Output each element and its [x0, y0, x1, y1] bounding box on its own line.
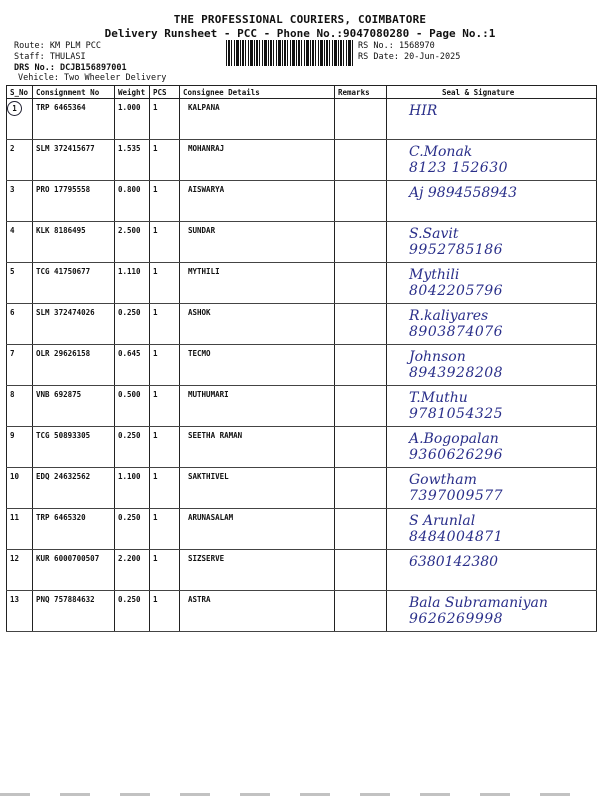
sno-cell: 2 [7, 140, 33, 181]
remarks-cell [335, 550, 387, 591]
sno-cell: 10 [7, 468, 33, 509]
consignee-cell: MOHANRAJ [180, 140, 335, 181]
col-pcs: PCS [150, 86, 180, 99]
table-row [7, 99, 597, 140]
col-signature: Seal & Signature [387, 86, 597, 99]
consignment-cell: KUR 6000700507 [33, 550, 115, 591]
consignment-cell: SLM 372474026 [33, 304, 115, 345]
table-row [7, 304, 597, 345]
table-row [7, 550, 597, 591]
signature-cell [387, 345, 597, 386]
pcs-cell: 1 [150, 222, 180, 263]
remarks-cell [335, 591, 387, 632]
consignment-cell: TCG 41750677 [33, 263, 115, 304]
pcs-cell: 1 [150, 468, 180, 509]
consignment-cell: TRP 6465364 [33, 99, 115, 140]
handwritten-phone: 9952785186 [409, 242, 504, 258]
consignee-cell: ARUNASALAM [180, 509, 335, 550]
pcs-cell: 1 [150, 263, 180, 304]
weight-cell: 0.645 [115, 345, 150, 386]
route-label: Route: KM PLM PCC [14, 41, 101, 51]
weight-cell: 0.250 [115, 509, 150, 550]
footer-rule [0, 793, 600, 796]
handwritten-phone: 7397009577 [409, 488, 504, 504]
signature-cell [387, 140, 597, 181]
table-row [7, 386, 597, 427]
weight-cell: 2.500 [115, 222, 150, 263]
consignment-cell: EDQ 24632562 [33, 468, 115, 509]
staff-label: Staff: THULASI [14, 52, 86, 62]
sno-cell: 5 [7, 263, 33, 304]
consignment-cell: VNB 692875 [33, 386, 115, 427]
vehicle-label: Vehicle: Two Wheeler Delivery [18, 73, 167, 83]
col-weight: Weight [115, 86, 150, 99]
table-header-row [7, 86, 597, 99]
handwritten-signature: R.kaliyares [409, 308, 489, 324]
remarks-cell [335, 468, 387, 509]
weight-cell: 1.100 [115, 468, 150, 509]
col-sno: S_No [7, 86, 33, 99]
pcs-cell: 1 [150, 427, 180, 468]
handwritten-signature: Bala Subramaniyan [409, 595, 548, 611]
weight-cell: 0.250 [115, 591, 150, 632]
weight-cell: 0.500 [115, 386, 150, 427]
signature-cell [387, 468, 597, 509]
handwritten-phone: 9626269998 [409, 611, 504, 627]
weight-cell: 2.200 [115, 550, 150, 591]
handwritten-signature: Aj 9894558943 [409, 185, 517, 201]
pcs-cell: 1 [150, 591, 180, 632]
pcs-cell: 1 [150, 140, 180, 181]
weight-cell: 0.250 [115, 304, 150, 345]
consignment-cell: TCG 50893305 [33, 427, 115, 468]
pcs-cell: 1 [150, 509, 180, 550]
handwritten-signature: S Arunlal [409, 513, 476, 529]
pcs-cell: 1 [150, 550, 180, 591]
handwritten-phone: 8123 152630 [409, 160, 509, 176]
handwritten-phone: 9781054325 [409, 406, 504, 422]
runsheet-subtitle: Delivery Runsheet - PCC - Phone No.:9047080280 - Page No.:1 [104, 27, 496, 40]
consignment-cell: SLM 372415677 [33, 140, 115, 181]
consignee-cell: SUNDAR [180, 222, 335, 263]
consignment-cell: OLR 29626158 [33, 345, 115, 386]
handwritten-signature: T.Muthu [409, 390, 468, 406]
sno-circled: 1 [7, 101, 22, 116]
sno-cell: 11 [7, 509, 33, 550]
remarks-cell [335, 304, 387, 345]
handwritten-phone: 9360626296 [409, 447, 504, 463]
handwritten-phone: 8903874076 [409, 324, 504, 340]
handwritten-signature: Johnson [409, 349, 466, 365]
signature-cell [387, 304, 597, 345]
weight-cell: 1.000 [115, 99, 150, 140]
weight-cell: 1.535 [115, 140, 150, 181]
remarks-cell [335, 99, 387, 140]
handwritten-signature: Gowtham [409, 472, 477, 488]
remarks-cell [335, 222, 387, 263]
rs-date: RS Date: 20-Jun-2025 [358, 52, 461, 62]
consignment-cell: PRO 17795558 [33, 181, 115, 222]
consignment-cell: KLK 8186495 [33, 222, 115, 263]
table-row [7, 181, 597, 222]
signature-cell [387, 591, 597, 632]
consignee-cell: ASTRA [180, 591, 335, 632]
consignee-cell: MYTHILI [180, 263, 335, 304]
sno-cell: 7 [7, 345, 33, 386]
sno-cell: 6 [7, 304, 33, 345]
handwritten-signature: A.Bogopalan [409, 431, 499, 447]
handwritten-signature: S.Savit [409, 226, 459, 242]
table-row [7, 509, 597, 550]
remarks-cell [335, 181, 387, 222]
table-row [7, 468, 597, 509]
remarks-cell [335, 427, 387, 468]
pcs-cell: 1 [150, 386, 180, 427]
table-row [7, 263, 597, 304]
remarks-cell [335, 386, 387, 427]
col-consignment: Consignment No [33, 86, 115, 99]
pcs-cell: 1 [150, 304, 180, 345]
remarks-cell [335, 140, 387, 181]
handwritten-signature: 6380142380 [409, 554, 499, 570]
signature-cell [387, 427, 597, 468]
remarks-cell [335, 509, 387, 550]
sno-cell: 4 [7, 222, 33, 263]
weight-cell: 1.110 [115, 263, 150, 304]
remarks-cell [335, 345, 387, 386]
signature-cell [387, 386, 597, 427]
table-row [7, 427, 597, 468]
consignment-cell: TRP 6465320 [33, 509, 115, 550]
signature-cell [387, 222, 597, 263]
handwritten-phone: 8943928208 [409, 365, 504, 381]
handwritten-signature: C.Monak [409, 144, 473, 160]
handwritten-phone: 8042205796 [409, 283, 504, 299]
delivery-table [6, 85, 597, 632]
handwritten-signature: HIR [409, 103, 438, 119]
table-row [7, 345, 597, 386]
signature-cell [387, 263, 597, 304]
consignee-cell: MUTHUMARI [180, 386, 335, 427]
col-remarks: Remarks [335, 86, 387, 99]
consignee-cell: TECMO [180, 345, 335, 386]
pcs-cell: 1 [150, 99, 180, 140]
company-title: THE PROFESSIONAL COURIERS, COIMBATORE [173, 13, 427, 26]
sno-cell: 13 [7, 591, 33, 632]
signature-cell [387, 550, 597, 591]
sno-cell: 9 [7, 427, 33, 468]
consignee-cell: ASHOK [180, 304, 335, 345]
sno-cell: 3 [7, 181, 33, 222]
table-row [7, 591, 597, 632]
sno-cell [7, 99, 33, 140]
consignment-cell: PNQ 757884632 [33, 591, 115, 632]
handwritten-phone: 8484004871 [409, 529, 504, 545]
weight-cell: 0.800 [115, 181, 150, 222]
signature-cell [387, 99, 597, 140]
signature-cell [387, 181, 597, 222]
consignee-cell: AISWARYA [180, 181, 335, 222]
table-row [7, 222, 597, 263]
consignee-cell: SIZSERVE [180, 550, 335, 591]
remarks-cell [335, 263, 387, 304]
handwritten-signature: Mythili [409, 267, 460, 283]
weight-cell: 0.250 [115, 427, 150, 468]
drs-number: DRS No.: DCJB156897001 [14, 63, 127, 73]
sno-cell: 12 [7, 550, 33, 591]
consignee-cell: SEETHA RAMAN [180, 427, 335, 468]
sno-cell: 8 [7, 386, 33, 427]
pcs-cell: 1 [150, 345, 180, 386]
consignee-cell: KALPANA [180, 99, 335, 140]
barcode-image [226, 40, 353, 66]
table-row [7, 140, 597, 181]
signature-cell [387, 509, 597, 550]
col-consignee: Consignee Details [180, 86, 335, 99]
consignee-cell: SAKTHIVEL [180, 468, 335, 509]
rs-number: RS No.: 1568970 [358, 41, 435, 51]
pcs-cell: 1 [150, 181, 180, 222]
